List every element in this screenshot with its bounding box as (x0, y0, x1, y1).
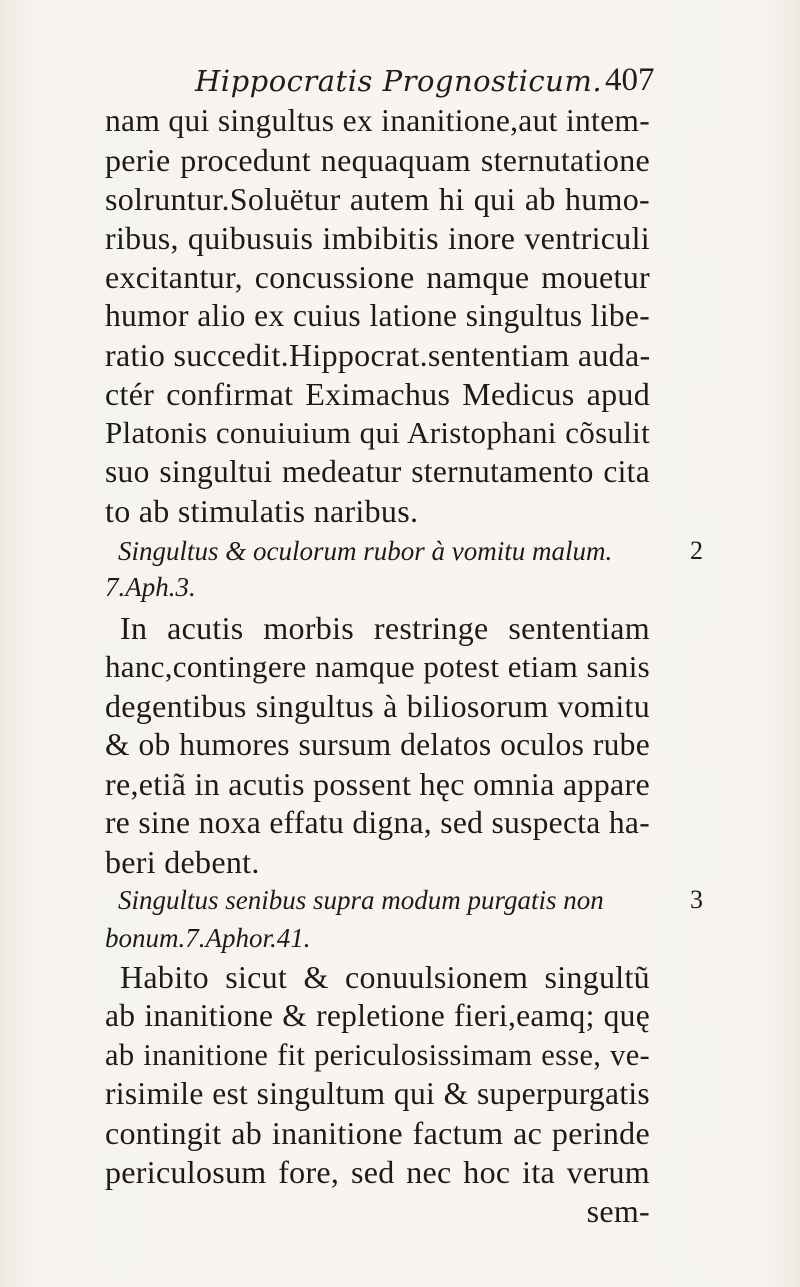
text-line: to ab stimulatis naribus. (105, 493, 419, 529)
text-line: hanc,contingere namque potest etiam sanis (105, 649, 650, 684)
text-line: degentibus singultus à biliosorum vomitu (105, 688, 650, 724)
text-line: periculosum fore, sed nec hoc ita verum (105, 1154, 650, 1190)
text-line: suo singultui medeatur sternutamento cita (105, 454, 650, 489)
text-line: nam qui singultus ex inanitione,aut intem- (105, 103, 650, 138)
text-line: re sine noxa effatu digna, sed suspecta ha- (105, 805, 650, 840)
text-line: humor alio ex cuius latione singultus libe- (105, 298, 650, 333)
section-heading: Singultus & oculorum rubor à vomitu malum. (118, 536, 613, 566)
text-line: perie procedunt nequaquam sternutatione (105, 142, 650, 178)
text-line: re,etiã in acutis possent hęc omnia appare (105, 766, 650, 802)
text-line: & ob humores sursum delatos oculos rube (105, 727, 650, 762)
text-line: contingit ab inanitione factum ac perinde (105, 1115, 650, 1151)
text-line: Platonis conuiuium qui Aristophani cõsulit (105, 415, 650, 450)
text-line: Habito sicut & conuulsionem singultũ (120, 959, 650, 995)
section-heading: Singultus senibus supra modum purgatis non (118, 885, 604, 915)
text-line: In acutis morbis restringe sententiam (120, 610, 650, 646)
text-line: solruntur.Soluëtur autem hi qui ab humo- (105, 181, 650, 217)
margin-note: 2 (690, 536, 703, 565)
text-line: ratio succedit.Hippocrat.sententiam auda- (105, 337, 650, 373)
margin-note: 3 (690, 885, 703, 914)
running-title: Hippocratis Prognosticum. (195, 64, 603, 98)
text-line: ribus, quibusuis imbibitis inore ventriculi (105, 220, 650, 256)
catchword: sem- (586, 1193, 650, 1229)
text-line: ab inanitione fit periculosissimam esse, ve- (105, 1038, 650, 1072)
text-line: ctér confirmat Eximachus Medicus apud (105, 376, 650, 412)
aphorism-reference: 7.Aph.3. (105, 572, 196, 602)
text-line: excitantur, concussione namque mouetur (105, 259, 650, 295)
aphorism-reference: bonum.7.Aphor.41. (105, 923, 311, 953)
page-number: 407 (605, 62, 655, 98)
text-line: ab inanitione & repletione fieri,eamq; quę (105, 998, 650, 1033)
text-line: risimile est singultum qui & superpurgatis (105, 1076, 650, 1111)
text-line: beri debent. (105, 844, 260, 880)
